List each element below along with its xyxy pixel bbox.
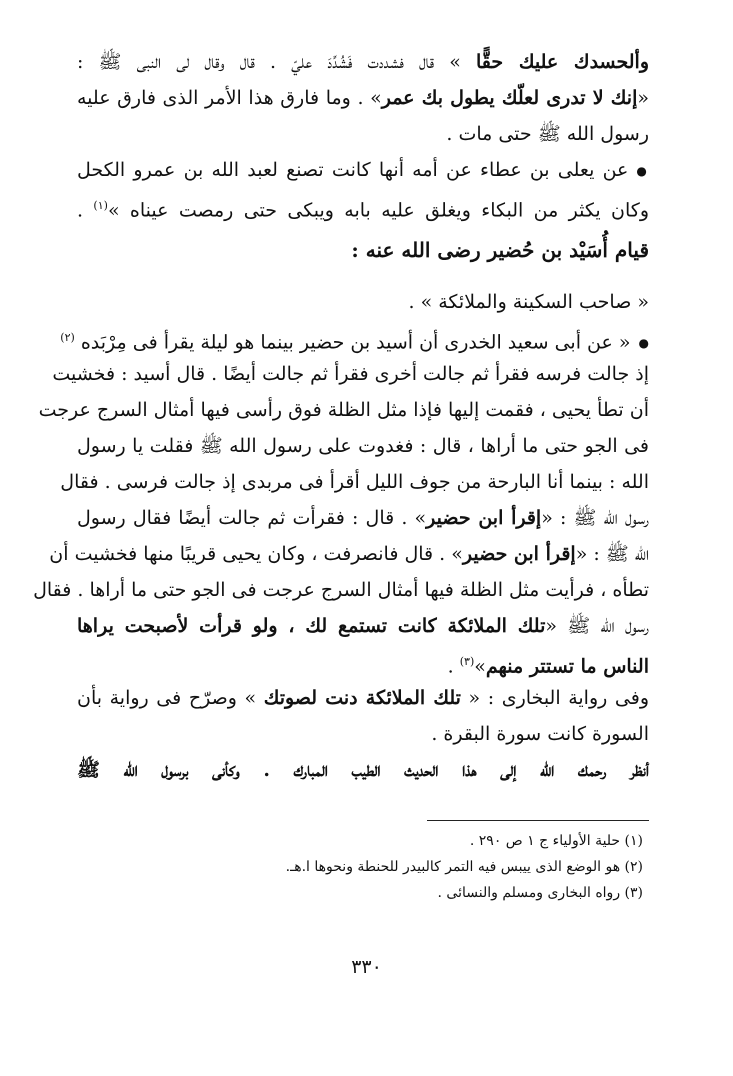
text-line-15: تطأه ، فرأيت مثل الظلة فيها أمثال السرج عرجت فى الجو حتى ما أراها . فقال bbox=[33, 579, 649, 601]
text-line-14: الله ﷺ : «إقرأ ابن حضير» . قال فانصرفت ، وكان يحيى قريبًا منها فخشيت أن bbox=[49, 543, 649, 565]
text-line-9: إذ جالت فرسه فقرأ ثم جالت أخرى فقرأ ثم جالت أيضًا . قال أسيد : فخشيت bbox=[52, 363, 649, 385]
footnote-divider bbox=[427, 820, 649, 821]
text-line-4: ● عن يعلى بن عطاء عن أمه أنها كانت تصنع لعبد الله بن عمرو الكحل bbox=[77, 152, 649, 189]
text-line-5: وكان يكثر من البكاء ويغلق عليه بابه ويبكى حتى رمصت عيناه »$^{(١)}$ . bbox=[77, 199, 649, 222]
text-line-3: رسول الله ﷺ حتى مات . bbox=[446, 123, 649, 145]
text-line-11: فى الجو حتى ما أراها ، قال : فغدوت على رسول الله ﷺ فقلت يا رسول bbox=[77, 435, 649, 457]
footnote-1: (١) حلية الأولياء ج ١ ص ٢٩٠ . bbox=[469, 833, 643, 849]
page-number: ٣٣٠ bbox=[351, 956, 382, 978]
footnote-2: (٢) هو الوضع الذى ييبس فيه التمر كالبيدر للحنطة ونحوها ا.هـ. bbox=[285, 859, 643, 875]
text-line-16: رسول الله ﷺ «تلك الملائكة كانت تستمع لك ، ولو قرأت لأصبحت يراها bbox=[77, 615, 649, 637]
text-line-7: « صاحب السكينة والملائكة » . bbox=[408, 291, 649, 313]
text-line-18: وفى رواية البخارى : « تلك الملائكة دنت لصوتك » وصرّح فى رواية بأن bbox=[77, 687, 649, 709]
text-line-10: أن تطأ يحيى ، فقمت إليها فإذا مثل الظلة فوق رأسى فيها أمثال السرج عرجت bbox=[38, 399, 649, 421]
text-line-20: أنظر رحمك الله إلى هذا الحديث الطيب المبارك . وكأنى برسول الله ﷺ bbox=[77, 759, 649, 781]
text-line-2: «إنك لا تدرى لعلّك يطول بك عمر» . وما فارق هذا الأمر الذى فارق عليه bbox=[77, 87, 649, 109]
text-line-1: وألحسدك عليك حقًّا » قال فشددت فَشُدِّدَ عليّ . قال وقال لى النبى ﷺ : bbox=[77, 51, 649, 73]
text-line-8: ● « عن أبى سعيد الخدرى أن أسيد بن حضير بينما هو ليلة يقرأ فى مِرْبَده $^{(٢)}$ bbox=[77, 320, 649, 361]
section-heading: قيام أُسَيْد بن حُضير رضى الله عنه : bbox=[351, 238, 649, 262]
text-line-12: الله : بينما أنا البارحة من جوف الليل أقرأ فى مربدى إذ جالت فرسى . فقال bbox=[60, 471, 649, 493]
footnote-3: (٣) رواه البخارى ومسلم والنسائى . bbox=[437, 885, 643, 901]
text-line-13: رسول الله ﷺ : «إقرأ ابن حضير» . قال : فقرأت ثم جالت أيضًا فقال رسول bbox=[77, 507, 649, 529]
text-line-19: السورة كانت سورة البقرة . bbox=[431, 723, 649, 745]
text-line-17: الناس ما تستتر منهم»$^{(٣)}$ . bbox=[447, 655, 649, 678]
